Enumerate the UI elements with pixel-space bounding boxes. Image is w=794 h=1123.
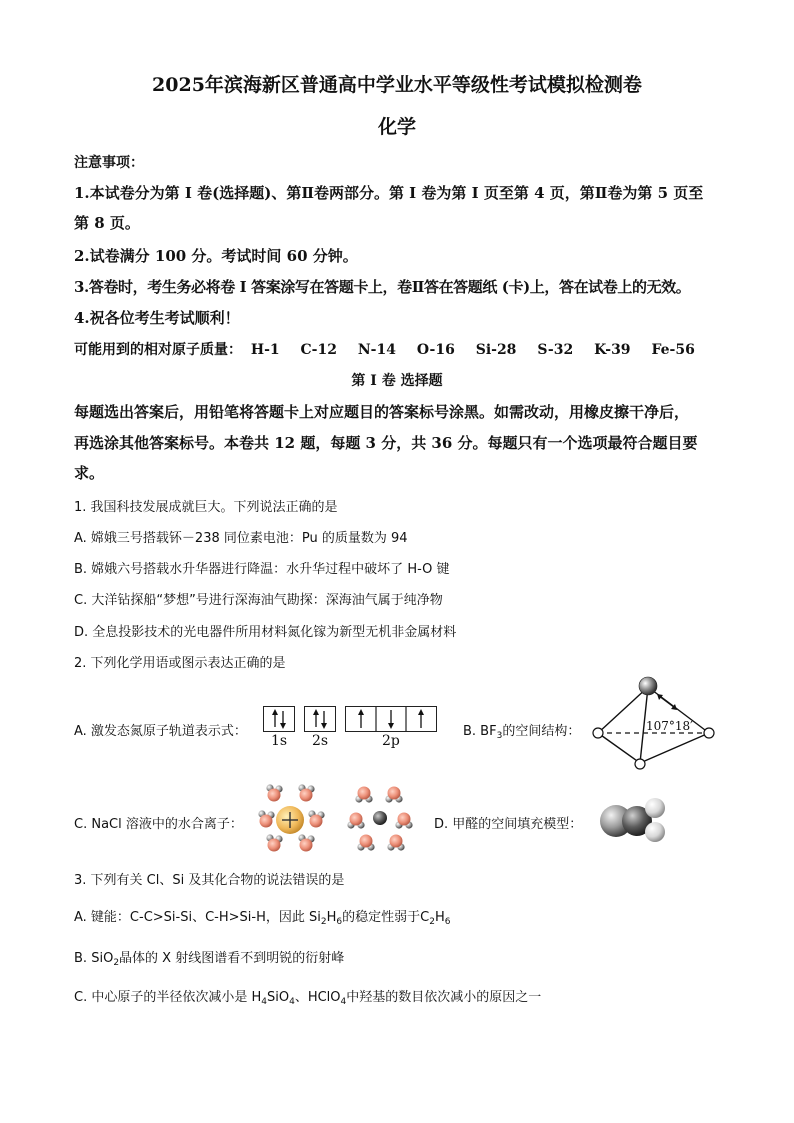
q2-stem: 2. 下列化学用语或图示表达正确的是 [74, 656, 286, 671]
q1-stem: 1. 我国科技发展成就巨大。下列说法正确的是 [74, 500, 338, 515]
formula-sub: 4 [261, 997, 267, 1007]
q1-option-c: C. 大洋钻探船“梦想”号进行深海油气勘探：深海油气属于纯净物 [74, 593, 443, 608]
formula-sub: 6 [336, 917, 343, 927]
notice-item-3: 3.答卷时，考生务必将卷 I 答案涂写在答题卡上，卷Ⅱ答在答题纸 (卡)上，答在试卷上的无效。 [74, 278, 691, 296]
orbital-2s-label: 2s [312, 733, 329, 749]
mass-n: N-14 [357, 342, 396, 358]
atomic-masses-label: 可能用到的相对原子质量： [74, 342, 242, 358]
notice-heading: 注意事项： [74, 155, 144, 171]
notice-item-2: 2.试卷满分 100 分。考试时间 60 分钟。 [74, 247, 358, 265]
q2-option-d-label: D. 甲醛的空间填充模型： [434, 817, 583, 832]
q2-option-c-label: C. NaCl 溶液中的水合离子： [74, 817, 243, 832]
q3-stem: 3. 下列有关 Cl、Si 及其化合物的说法错误的是 [74, 873, 345, 888]
section-instructions-line-3: 求。 [74, 464, 105, 482]
notice-item-4: 4.祝各位考生考试顺利！ [74, 309, 240, 327]
paired-arrows-icon [264, 707, 294, 731]
q3-option-a [74, 906, 450, 925]
orbital-2p-label: 2p [382, 733, 400, 749]
mass-k: K-39 [594, 342, 631, 358]
2p-arrows-icon [346, 707, 436, 731]
mass-fe: Fe-56 [651, 342, 695, 358]
anion-sphere [373, 811, 387, 825]
formula-sub: 2 [429, 917, 435, 927]
formula-c2h6 [420, 910, 450, 925]
formula-sub: 6 [444, 917, 451, 927]
central-atom [639, 677, 657, 695]
section-title: 第 I 卷 选择题 [351, 373, 443, 389]
formula-sub: 2 [320, 917, 327, 927]
q3-b-post: 晶体的 X 射线图谱看不到明锐的衍射峰 [119, 951, 345, 966]
formula-sub: 2 [113, 958, 120, 968]
q3-c-post: 中羟基的数目依次减小的原因之一 [346, 990, 542, 1005]
q3-c-text: C. 中心原子的半径依次减小是 H [74, 990, 262, 1005]
q2-option-a-label: A. 激发态氮原子轨道表示式： [74, 724, 247, 739]
q2-option-b-label [463, 720, 580, 739]
orbital-2s-box [304, 706, 336, 732]
formula-sub: 4 [340, 997, 347, 1007]
orbital-2p-box [345, 706, 437, 732]
mass-h: H-1 [250, 342, 280, 358]
notice-item-1-line-2: 第 8 页。 [74, 214, 140, 232]
mass-c: C-12 [300, 342, 337, 358]
atomic-masses [74, 339, 711, 359]
paired-arrows-icon [305, 707, 335, 731]
formula-sub: 4 [289, 997, 295, 1007]
q3-a-text: A. 键能：C-C>Si-Si、C-H>Si-H，因此 [74, 910, 305, 925]
formula-part: H [326, 910, 337, 925]
f-atom [635, 759, 645, 769]
b-formula-sub: 3 [496, 731, 503, 741]
q3-b-text: B. [74, 951, 88, 966]
subject-title: 化学 [377, 116, 416, 138]
mass-si: Si-28 [475, 342, 517, 358]
b-formula-text: B. BF [463, 724, 497, 739]
orbital-1s-label: 1s [271, 733, 288, 749]
formula-part: Si [309, 910, 321, 925]
q3-option-c [74, 986, 541, 1005]
mass-s: S-32 [537, 342, 574, 358]
f-atom [593, 728, 603, 738]
bf3-pyramid-diagram [585, 672, 725, 774]
bond-angle-label: 107°18′ [646, 719, 693, 733]
formula-si2h6 [309, 910, 342, 925]
formula-part: SiO [266, 990, 290, 1005]
mass-o: O-16 [416, 342, 455, 358]
formula-part: H [434, 910, 445, 925]
q1-option-b: B. 嫦娥六号搭载水升华器进行降温：水升华过程中破坏了 H-O 键 [74, 562, 450, 577]
q1-option-d: D. 全息投影技术的光电器件所用材料氮化镓为新型无机非金属材料 [74, 625, 457, 640]
q1-option-a: A. 嫦娥三号搭载钚－238 同位素电池：Pu 的质量数为 94 [74, 531, 408, 546]
formaldehyde-model [597, 794, 675, 844]
notice-item-1-line-1: 1.本试卷分为第 I 卷(选择题)、第Ⅱ卷两部分。第 I 卷为第 I 页至第 4 页，第Ⅱ卷为第 5 页至 [74, 184, 704, 202]
formula-part: 、HClO [294, 990, 341, 1005]
exam-title: 2025年滨海新区普通高中学业水平等级性考试模拟检测卷 [152, 74, 642, 96]
f-atom [704, 728, 714, 738]
formula-part: C [420, 910, 430, 925]
q3-option-b [74, 947, 344, 966]
hydrated-ions-diagram [256, 780, 421, 858]
b-label-text: 的空间结构： [502, 724, 581, 739]
orbital-1s-box [263, 706, 295, 732]
q3-a-mid: 的稳定性弱于 [342, 910, 421, 925]
formula-part: SiO [91, 951, 114, 966]
section-instructions-line-2: 再选涂其他答案标号。本卷共 12 题，每题 3 分，共 36 分。每题只有一个选项最符合题目要 [74, 434, 698, 452]
section-instructions-line-1: 每题选出答案后，用铅笔将答题卡上对应题目的答案标号涂黑。如需改动，用橡皮擦干净后， [74, 403, 690, 421]
